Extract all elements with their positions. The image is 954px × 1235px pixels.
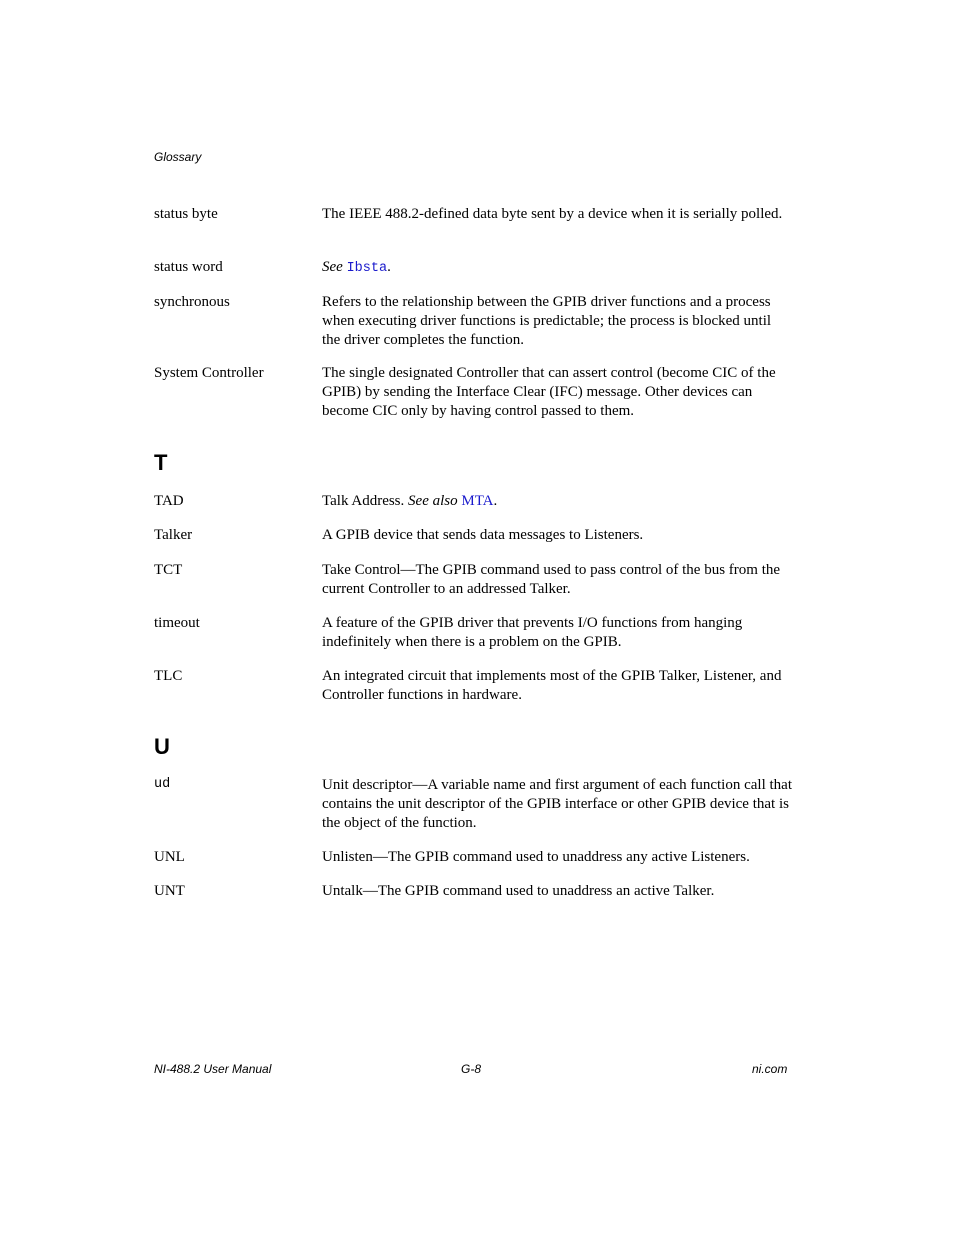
section-heading-t: T xyxy=(154,450,168,475)
glossary-definition: An integrated circuit that implements most of the GPIB Talker, Listener, and Controller functions in hardware. xyxy=(322,668,782,703)
glossary-term: System Controller xyxy=(154,365,264,381)
glossary-definition: A feature of the GPIB driver that prevents I/O functions from hanging indefinitely when there is a problem on the GPIB. xyxy=(322,615,743,650)
see-also-label: See also xyxy=(408,493,458,509)
see-label: See xyxy=(322,259,343,275)
glossary-definition: Untalk—The GPIB command used to unaddress an active Talker. xyxy=(322,883,715,899)
mta-link[interactable]: MTA xyxy=(461,493,494,509)
glossary-definition: Take Control—The GPIB command used to pass control of the bus from the current Controller to an addressed Talker. xyxy=(322,562,781,597)
glossary-term: ud xyxy=(154,777,171,792)
glossary-definition: Talk Address. See also MTA. xyxy=(322,493,498,509)
section-heading-u: U xyxy=(154,734,170,759)
glossary-definition: See Ibsta. xyxy=(322,259,391,276)
footer-website: ni.com xyxy=(752,1062,788,1076)
glossary-term: TAD xyxy=(154,493,184,509)
glossary-definition: A GPIB device that sends data messages to Listeners. xyxy=(322,527,644,543)
glossary-definition: The IEEE 488.2-defined data byte sent by a device when it is serially polled. xyxy=(322,206,783,222)
ibsta-link[interactable]: Ibsta xyxy=(346,261,388,276)
tad-definition-text: Talk Address. xyxy=(322,493,409,509)
glossary-definition: Unlisten—The GPIB command used to unaddress any active Listeners. xyxy=(322,849,750,865)
footer-page-number: G-8 xyxy=(461,1062,482,1076)
glossary-term: status word xyxy=(154,259,223,275)
glossary-definition: Refers to the relationship between the GPIB driver functions and a process when executing driver functions is predictable; the process is blocked until the driver completes the function. xyxy=(322,294,772,348)
footer-manual-title: NI-488.2 User Manual xyxy=(154,1062,272,1076)
glossary-definition: The single designated Controller that can assert control (become CIC of the GPIB) by sending the Interface Clear (IFC) message. Other devices can become CIC only by having control passed to them. xyxy=(322,365,776,419)
running-header: Glossary xyxy=(154,150,202,164)
glossary-term: TLC xyxy=(154,668,183,684)
glossary-definition: Unit descriptor—A variable name and first argument of each function call that contains the unit descriptor of the GPIB interface or other GPIB device that is the object of the function. xyxy=(322,777,792,831)
glossary-term: Talker xyxy=(154,527,193,543)
glossary-term: TCT xyxy=(154,562,183,578)
glossary-term: UNL xyxy=(154,849,185,865)
glossary-term: status byte xyxy=(154,206,218,222)
glossary-term: synchronous xyxy=(154,294,230,310)
glossary-term: UNT xyxy=(154,883,185,899)
glossary-term: timeout xyxy=(154,615,200,631)
